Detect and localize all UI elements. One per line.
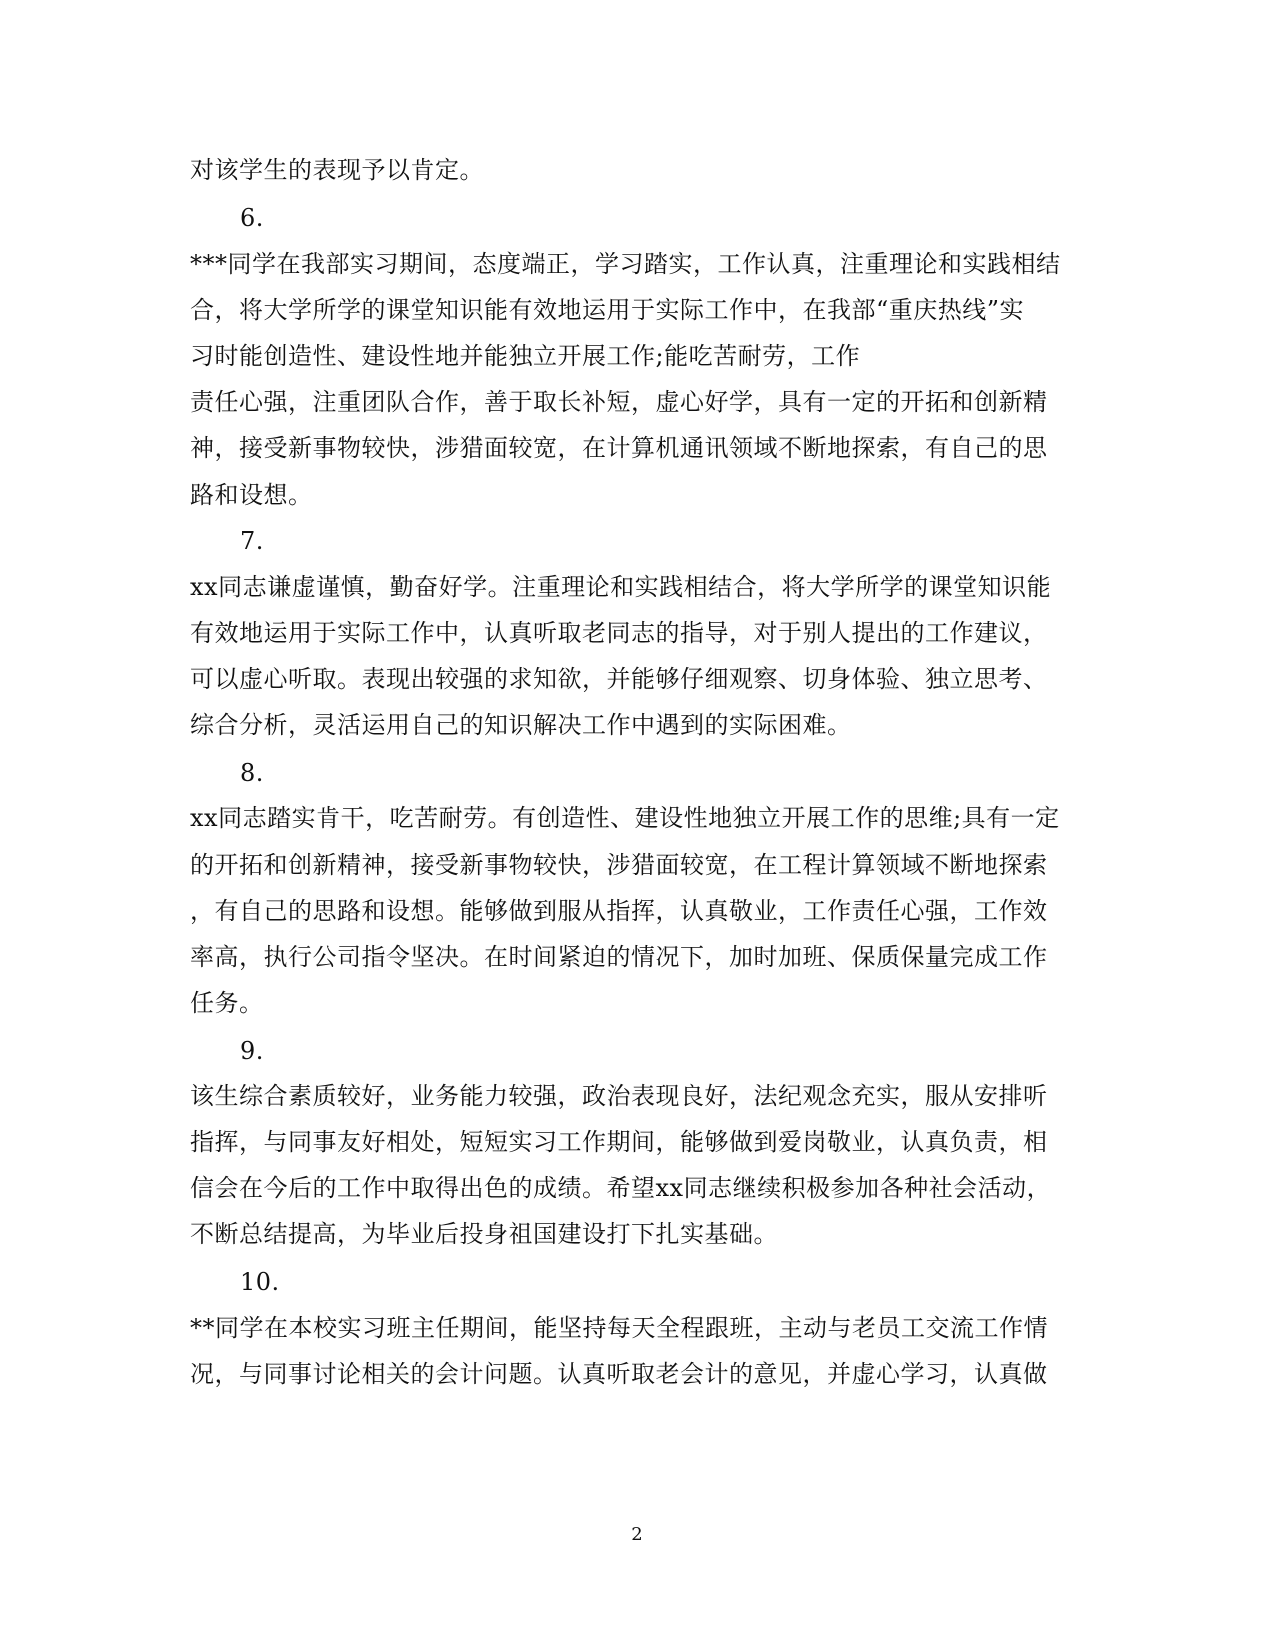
body-text-line: 指挥，与同事友好相处，短短实习工作期间，能够做到爱岗敬业，认真负责，相 <box>190 1128 1048 1156</box>
item-number: 8. <box>240 759 264 787</box>
body-text-line: xx同志踏实肯干，吃苦耐劳。有创造性、建设性地独立开展工作的思维;具有一定 <box>190 804 1060 832</box>
item-number: 9. <box>240 1037 264 1065</box>
body-text-line: 任务。 <box>190 989 264 1017</box>
item-number: 10. <box>240 1268 280 1296</box>
body-text-line: ，有自己的思路和设想。能够做到服从指挥，认真敬业，工作责任心强，工作效 <box>190 897 1048 925</box>
body-text-line: 习时能创造性、建设性地并能独立开展工作;能吃苦耐劳，工作 <box>190 342 861 370</box>
body-text-line: 神，接受新事物较快，涉猎面较宽，在计算机通讯领域不断地探索，有自己的思 <box>190 434 1048 462</box>
body-text-line: xx同志谦虚谨慎，勤奋好学。注重理论和实践相结合，将大学所学的课堂知识能 <box>190 573 1052 601</box>
body-text-line: 可以虚心听取。表现出较强的求知欲，并能够仔细观察、切身体验、独立思考、 <box>190 665 1048 693</box>
body-text-line: 责任心强，注重团队合作，善于取长补短，虚心好学，具有一定的开拓和创新精 <box>190 388 1048 416</box>
body-text-line: 综合分析，灵活运用自己的知识解决工作中遇到的实际困难。 <box>190 711 852 739</box>
body-text-line: 对该学生的表现予以肯定。 <box>190 156 484 184</box>
body-text-line: 率高，执行公司指令坚决。在时间紧迫的情况下，加时加班、保质保量完成工作 <box>190 943 1048 971</box>
body-text-line: ***同学在我部实习期间，态度端正，学习踏实，工作认真，注重理论和实践相结 <box>190 250 1061 278</box>
body-text-line: 有效地运用于实际工作中，认真听取老同志的指导，对于别人提出的工作建议， <box>190 619 1048 647</box>
item-number: 6. <box>240 204 264 232</box>
body-text-line: 不断总结提高，为毕业后投身祖国建设打下扎实基础。 <box>190 1220 778 1248</box>
item-number: 7. <box>240 527 264 555</box>
body-text-line: 路和设想。 <box>190 481 313 509</box>
body-text-line: 信会在今后的工作中取得出色的成绩。希望xx同志继续积极参加各种社会活动， <box>190 1174 1052 1202</box>
body-text-line: 的开拓和创新精神，接受新事物较快，涉猎面较宽，在工程计算领域不断地探索 <box>190 851 1048 879</box>
body-text-line: 该生综合素质较好，业务能力较强，政治表现良好，法纪观念充实，服从安排听 <box>190 1082 1048 1110</box>
body-text-line: **同学在本校实习班主任期间，能坚持每天全程跟班，主动与老员工交流工作情 <box>190 1314 1048 1342</box>
body-text-line: 合，将大学所学的课堂知识能有效地运用于实际工作中，在我部“重庆热线”实 <box>190 296 1025 324</box>
page-number: 2 <box>631 1524 643 1545</box>
body-text-line: 况，与同事讨论相关的会计问题。认真听取老会计的意见，并虚心学习，认真做 <box>190 1360 1048 1388</box>
